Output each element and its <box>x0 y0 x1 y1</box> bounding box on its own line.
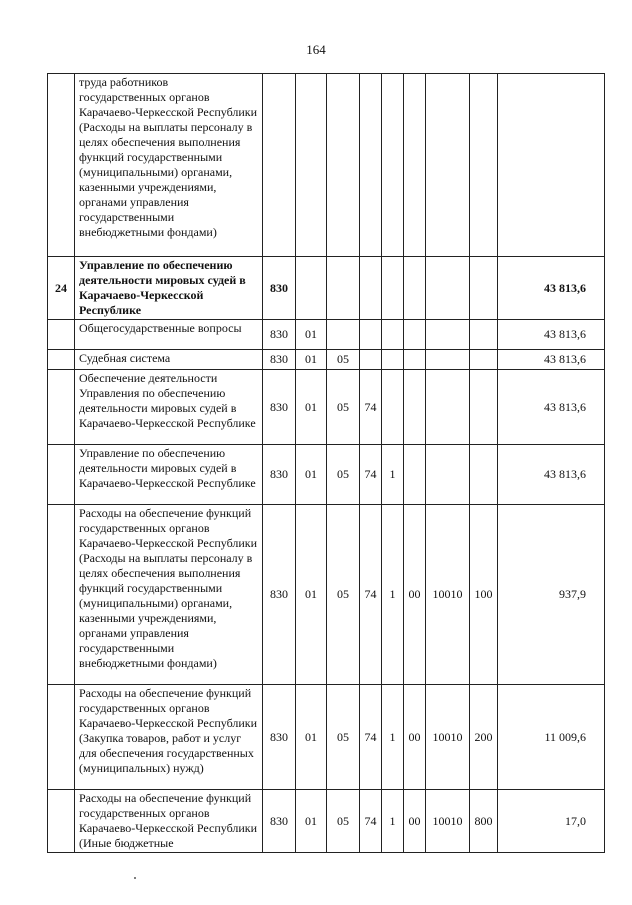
row-number-cell <box>48 505 75 685</box>
subsection-code-cell: 05 <box>327 350 360 370</box>
event-code-cell <box>404 320 426 350</box>
name-cell: Управление по обеспечению деятельности мировых судей в Карачаево-Черкесской Республике <box>75 257 263 320</box>
event-code-cell <box>404 350 426 370</box>
name-cell: Расходы на обеспечение функций государственных органов Карачаево-Черкесской Республики (Закупка товаров, работ и услуг для обеспечения государственных (муниципальных) нужд) <box>75 685 263 790</box>
section-code-cell: 01 <box>296 685 327 790</box>
program-code-cell <box>360 320 382 350</box>
gr-code-cell: 830 <box>263 445 296 505</box>
name-cell: труда работников государственных органов Карачаево-Черкесской Республики (Расходы на выплаты персоналу в целях обеспечения выполнения функций государственными (муниципальными) органами, казенными учреждениями, органами управления государственными внебюджетными фондами) <box>75 74 263 257</box>
gr-code-cell: 830 <box>263 505 296 685</box>
direction-code-cell <box>426 74 470 257</box>
section-code-cell <box>296 257 327 320</box>
direction-code-cell <box>426 320 470 350</box>
subsection-code-cell <box>327 74 360 257</box>
name-cell: Обеспечение деятельности Управления по обеспечению деятельности мировых судей в Карачаево-Черкесской Республике <box>75 370 263 445</box>
table-row <box>48 320 605 350</box>
gr-code-cell: 830 <box>263 350 296 370</box>
table-row <box>48 257 605 320</box>
program-code-cell <box>360 350 382 370</box>
expense-type-cell <box>470 445 498 505</box>
table-row <box>48 685 605 790</box>
program-code-cell: 74 <box>360 790 382 853</box>
subprogram-code-cell <box>382 370 404 445</box>
program-code-cell: 74 <box>360 685 382 790</box>
subsection-code-cell: 05 <box>327 370 360 445</box>
amount-cell: 43 813,6 <box>498 350 605 370</box>
name-cell: Расходы на обеспечение функций государственных органов Карачаево-Черкесской Республики (Расходы на выплаты персоналу в целях обеспечения выполнения функций государственными (муниципальными) органами, казенными учреждениями, органами управления государственными внебюджетными фондами) <box>75 505 263 685</box>
subprogram-code-cell <box>382 350 404 370</box>
row-number-cell: 24 <box>48 257 75 320</box>
name-cell: Общегосударственные вопросы <box>75 320 263 350</box>
amount-cell: 17,0 <box>498 790 605 853</box>
section-code-cell: 01 <box>296 370 327 445</box>
event-code-cell <box>404 370 426 445</box>
subsection-code-cell: 05 <box>327 505 360 685</box>
direction-code-cell: 10010 <box>426 790 470 853</box>
row-number-cell <box>48 350 75 370</box>
section-code-cell: 01 <box>296 350 327 370</box>
subsection-code-cell: 05 <box>327 685 360 790</box>
event-code-cell <box>404 445 426 505</box>
amount-cell: 937,9 <box>498 505 605 685</box>
program-code-cell <box>360 257 382 320</box>
table-row <box>48 350 605 370</box>
name-cell: Судебная система <box>75 350 263 370</box>
table-row <box>48 505 605 685</box>
row-number-cell <box>48 320 75 350</box>
event-code-cell: 00 <box>404 685 426 790</box>
gr-code-cell: 830 <box>263 320 296 350</box>
section-code-cell: 01 <box>296 790 327 853</box>
row-number-cell <box>48 685 75 790</box>
direction-code-cell <box>426 370 470 445</box>
subprogram-code-cell <box>382 74 404 257</box>
subprogram-code-cell: 1 <box>382 505 404 685</box>
stray-dot <box>134 877 136 879</box>
section-code-cell: 01 <box>296 445 327 505</box>
section-code-cell <box>296 74 327 257</box>
budget-table <box>47 73 605 853</box>
event-code-cell: 00 <box>404 505 426 685</box>
event-code-cell <box>404 257 426 320</box>
amount-cell <box>498 74 605 257</box>
name-cell: Управление по обеспечению деятельности мировых судей в Карачаево-Черкесской Республике <box>75 445 263 505</box>
expense-type-cell <box>470 370 498 445</box>
subsection-code-cell: 05 <box>327 445 360 505</box>
row-number-cell <box>48 790 75 853</box>
row-number-cell <box>48 445 75 505</box>
direction-code-cell: 10010 <box>426 685 470 790</box>
direction-code-cell <box>426 257 470 320</box>
subsection-code-cell <box>327 257 360 320</box>
subprogram-code-cell <box>382 320 404 350</box>
direction-code-cell <box>426 350 470 370</box>
gr-code-cell <box>263 74 296 257</box>
expense-type-cell <box>470 320 498 350</box>
gr-code-cell: 830 <box>263 685 296 790</box>
amount-cell: 43 813,6 <box>498 257 605 320</box>
direction-code-cell: 10010 <box>426 505 470 685</box>
amount-cell: 43 813,6 <box>498 370 605 445</box>
table-row <box>48 445 605 505</box>
section-code-cell: 01 <box>296 505 327 685</box>
program-code-cell: 74 <box>360 505 382 685</box>
table-row <box>48 790 605 853</box>
expense-type-cell: 100 <box>470 505 498 685</box>
subsection-code-cell <box>327 320 360 350</box>
event-code-cell <box>404 74 426 257</box>
name-cell: Расходы на обеспечение функций государственных органов Карачаево-Черкесской Республики (Иные бюджетные <box>75 790 263 853</box>
expense-type-cell <box>470 350 498 370</box>
expense-type-cell <box>470 74 498 257</box>
table-row <box>48 74 605 257</box>
expense-type-cell: 800 <box>470 790 498 853</box>
page-number: 164 <box>306 42 326 57</box>
amount-cell: 43 813,6 <box>498 445 605 505</box>
expense-type-cell <box>470 257 498 320</box>
amount-cell: 43 813,6 <box>498 320 605 350</box>
direction-code-cell <box>426 445 470 505</box>
expense-type-cell: 200 <box>470 685 498 790</box>
subprogram-code-cell: 1 <box>382 790 404 853</box>
subsection-code-cell: 05 <box>327 790 360 853</box>
program-code-cell: 74 <box>360 370 382 445</box>
section-code-cell: 01 <box>296 320 327 350</box>
row-number-cell <box>48 74 75 257</box>
table-row <box>48 370 605 445</box>
subprogram-code-cell: 1 <box>382 445 404 505</box>
subprogram-code-cell: 1 <box>382 685 404 790</box>
program-code-cell: 74 <box>360 445 382 505</box>
row-number-cell <box>48 370 75 445</box>
gr-code-cell: 830 <box>263 790 296 853</box>
gr-code-cell: 830 <box>263 370 296 445</box>
subprogram-code-cell <box>382 257 404 320</box>
program-code-cell <box>360 74 382 257</box>
event-code-cell: 00 <box>404 790 426 853</box>
gr-code-cell: 830 <box>263 257 296 320</box>
amount-cell: 11 009,6 <box>498 685 605 790</box>
